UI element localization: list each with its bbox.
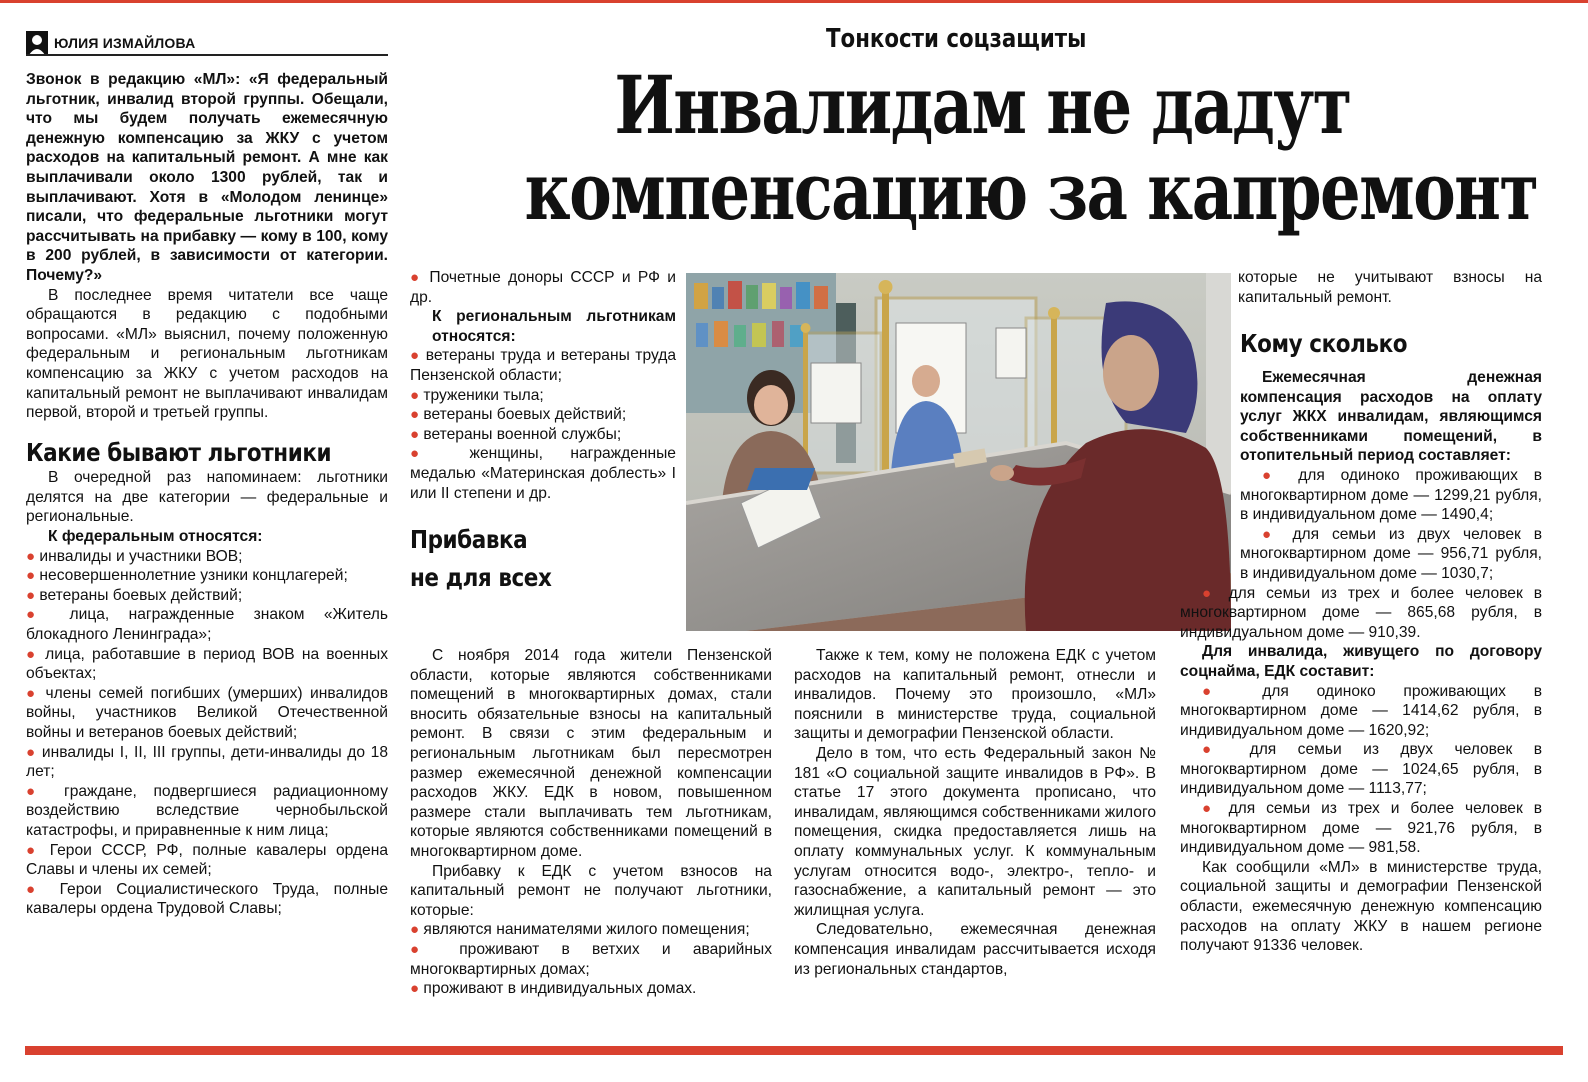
list-item: ● инвалиды и участники ВОВ;: [26, 547, 243, 565]
list-item: ● лица, награжденные знаком «Житель блокадного Ленинграда»;: [26, 606, 388, 644]
lead-paragraph: Ежемесячная денежная компенсация расходов на оплату услуг ЖКХ инвалидам, являющимся собственниками помещений, в отопительный период составляет:: [1240, 369, 1542, 465]
list-item: ● проживают в индивидуальных домах.: [410, 980, 697, 998]
column-3: [794, 646, 1156, 979]
headline: [410, 58, 1555, 238]
list-item: ● Почетные доноры СССР и РФ и др.: [410, 269, 676, 306]
subheading-federal: К федеральным относятся:: [48, 528, 263, 546]
author-name: ЮЛИЯ ИЗМАЙЛОВА: [54, 35, 196, 51]
paragraph: Как сообщили «МЛ» в министерстве труда, социальной защиты и демографии Пензенской области, ежемесячную денежную компенсацию расходов на оплату ЖКУ в нашем регионе получают 91336 человек.: [1180, 858, 1542, 955]
list-item: ● Герои Социалистического Труда, полные кавалеры ордена Трудовой Славы;: [26, 880, 388, 918]
list-item: ● для семьи из двух человек в многоквартирном доме — 1024,65 рубля, в индивидуальном доме — 1113,77;: [1180, 741, 1542, 798]
list-item: ● инвалиды I, II, III группы, дети-инвалиды до 18 лет;: [26, 743, 388, 781]
paragraph: С ноября 2014 года жители Пензенской области, которые являются собственниками помещений в многоквартирных домах, стали вносить обязательные взносы на капитальный ремонт. В связи с этим федеральным и региональным льготникам был пересмотрен размер ежемесячной денежной компенсации расходов ЖКУ. ЕДК в новом, повышенном размере стали выплачивать тем льготникам, которые являются собственниками помещений в многоквартирном доме.: [410, 647, 772, 860]
lead-question: Звонок в редакцию «МЛ»: «Я федеральный льготник, инвалид второй группы. Обещали, что мы будем получать ежемесячную денежную компенсацию за ЖКУ с учетом расходов на капитальный ремонт. А мне как выплачивали около 1300 рублей, так и выплачивают. Хотя в «Молодом ленинце» писали, что федеральные льготники могут рассчитывать на прибавку — кому в 100, кому в 200 рублей, в зависимости от категории. Почему?»: [26, 71, 388, 284]
bullet-icon: ●: [26, 782, 48, 800]
bullet-icon: ●: [1262, 466, 1283, 484]
list-item: ● ветераны боевых действий;: [410, 406, 627, 424]
list-item: ● для семьи из двух человек в многоквартирном доме — 956,71 рубля, в индивидуальном доме — 1030,7;: [1240, 525, 1543, 582]
bullet-icon: ●: [410, 425, 420, 443]
paragraph: Прибавку к ЕДК с учетом взносов на капитальный ремонт не получают льготники, которые:: [410, 862, 772, 919]
rubric-kicker: Тонкости соцзащиты: [826, 24, 1087, 54]
paragraph: В последнее время читатели все чаще обращаются в редакцию с подобными вопросами. «МЛ» выяснил, почему положенную федеральным и региональным льготникам компенсацию за ЖКУ с учетом расходов на капитальный ремонт не выплачивают инвалидам первой, второй и третьей группы.: [26, 286, 388, 422]
bullet-icon: ●: [410, 940, 437, 958]
bullet-icon: ●: [26, 645, 38, 663]
bullet-icon: ●: [1202, 682, 1235, 700]
bullet-icon: ●: [26, 841, 41, 859]
list-item: ● ветераны боевых действий;: [26, 586, 243, 604]
headline-line-2: компенсацию за капремонт: [524, 144, 1538, 238]
list-item: ● для одиноко проживающих в многоквартирном доме — 1414,62 рубля, в индивидуальном доме — 1620,92;: [1180, 682, 1542, 739]
headline-line-1: Инвалидам не дадут: [614, 58, 1351, 152]
column-1: [26, 70, 388, 919]
bullet-icon: ●: [26, 547, 36, 565]
section-heading-who-gets-what: Кому сколько: [1240, 329, 1408, 358]
bullet-icon: ●: [410, 347, 421, 365]
list-item: ● члены семей погибших (умерших) инвалидов войны, участников Великой Отечественной войны и ветеранов боевых действий;: [26, 684, 388, 741]
list-item: ● для одиноко проживающих в многоквартирном доме — 1299,21 рубля, в индивидуальном доме — 1490,4;: [1240, 466, 1542, 524]
bullet-icon: ●: [410, 269, 423, 286]
bullet-icon: ●: [1202, 584, 1218, 602]
list-item: ● ветераны труда и ветераны труда Пензенской области;: [410, 347, 676, 384]
section-heading-kinds: Какие бывают льготники: [26, 437, 332, 467]
bullet-icon: ●: [410, 406, 420, 424]
bullet-icon: ●: [1202, 741, 1229, 759]
paragraph-continued: которые не учитывают взносы на капитальный ремонт.: [1238, 269, 1542, 306]
bullet-icon: ●: [26, 684, 39, 702]
bullet-icon: ●: [410, 921, 420, 939]
bullet-icon: ●: [26, 586, 36, 604]
subheading-social-rent: Для инвалида, живущего по договору соцнайма, ЕДК составит:: [1180, 643, 1542, 680]
bullet-icon: ●: [26, 567, 36, 585]
list-item: ● лица, работавшие в период ВОВ на военных объектах;: [26, 645, 388, 683]
list-item: ● труженики тыла;: [410, 386, 544, 404]
bullet-icon: ●: [26, 606, 51, 624]
subheading-regional: К региональным льготникам относятся:: [432, 308, 676, 345]
column-4: [1180, 268, 1542, 307]
list-block-owners: [1180, 466, 1542, 584]
paragraph: Дело в том, что есть Федеральный закон № 181 «О социальной защите инвалидов в РФ». В статье 17 этого документа прописано, что инвалидам, являющимся собственниками жилого помещения, скидка предоставляется лишь на оплату коммунальных услуг. К коммунальным услугам относится водо-, электро-, тепло- и газоснабжение, а капитальный ремонт — это жилищная услуга.: [794, 744, 1156, 919]
bullet-icon: ●: [1202, 800, 1218, 818]
paragraph: В очередной раз напоминаем: льготники делятся на две категории — федеральные и региональные.: [26, 469, 388, 526]
article-photo: [686, 273, 1231, 631]
bullet-icon: ●: [1262, 525, 1280, 543]
list-item: ● граждане, подвергшиеся радиационному воздействию вследствие чернобыльской катастрофы, и приравненные к ним лица;: [26, 782, 388, 839]
top-rule: [0, 0, 1588, 3]
author-rule: [26, 54, 388, 56]
column-2: [410, 268, 676, 597]
bullet-icon: ●: [410, 445, 443, 463]
list-item: ● несовершеннолетние узники концлагерей;: [26, 567, 348, 585]
list-item: ● для семьи из трех и более человек в многоквартирном доме — 865,68 рубля, в индивидуальном доме — 910,39.: [1180, 584, 1542, 641]
paragraph: Следовательно, ежемесячная денежная компенсация инвалидам рассчитывается исходя из региональных стандартов,: [794, 921, 1156, 978]
bullet-icon: ●: [410, 386, 420, 404]
bullet-icon: ●: [410, 980, 420, 998]
bullet-icon: ●: [26, 743, 37, 761]
author-portrait-icon: [26, 31, 48, 55]
author-byline: [26, 30, 388, 56]
paragraph: Также к тем, кому не положена ЕДК с учетом расходов на капитальный ремонт, отнесли и инвалидов. Почему это произошло, «МЛ» пояснили в министерстве труда, социальной защиты и демографии Пензенской области.: [794, 647, 1156, 743]
bullet-icon: ●: [26, 880, 46, 898]
list-item: ● ветераны военной службы;: [410, 425, 622, 443]
list-item: ● Герои СССР, РФ, полные кавалеры ордена Славы и члены их семей;: [26, 841, 389, 879]
bottom-rule: [25, 1046, 1563, 1055]
list-item: ● проживают в ветхих и аварийных многоквартирных домах;: [410, 940, 773, 978]
list-item: ● для семьи из трех и более человек в многоквартирном доме — 921,76 рубля, в индивидуальном доме — 981,58.: [1180, 800, 1542, 857]
column-4-main: [1180, 326, 1542, 956]
office-counter-illustration: [686, 273, 1231, 631]
section-heading-bonus: Прибавка не для всех: [410, 525, 552, 593]
column-2-lower: [410, 646, 772, 999]
list-item: ● являются нанимателями жилого помещения;: [410, 921, 750, 939]
list-item: ● женщины, награжденные медалью «Материнская доблесть» I или II степени и др.: [410, 445, 676, 502]
